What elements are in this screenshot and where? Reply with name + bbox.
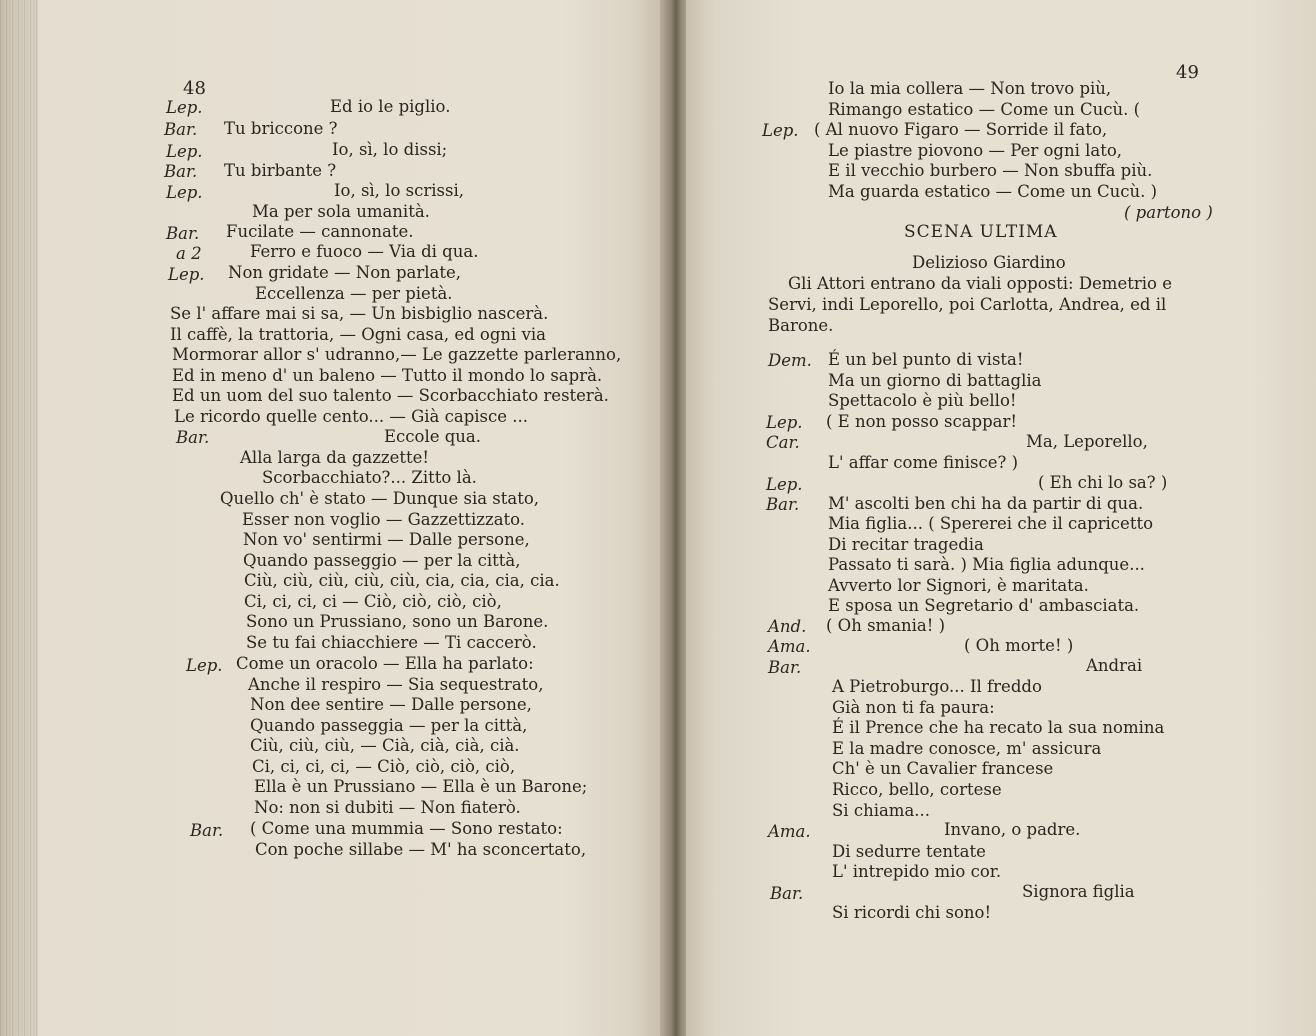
verse-line: Ed io le piglio. <box>330 97 451 116</box>
verse-line: Io la mia collera — Non trovo più, <box>828 79 1112 98</box>
verse-line: ( Oh morte! ) <box>964 636 1074 655</box>
speaker-label: Lep. <box>186 656 223 675</box>
verse-line: L' intrepido mio cor. <box>832 862 1002 881</box>
verse-line: Passato ti sarà. ) Mia figlia adunque... <box>828 555 1145 574</box>
verse-line: Si chiama... <box>832 801 931 820</box>
speaker-label: Bar. <box>770 884 804 903</box>
verse-line: Ferro e fuoco — Via di qua. <box>250 242 479 261</box>
speaker-label: Bar. <box>166 224 200 243</box>
verse-line: Anche il respiro — Sia sequestrato, <box>248 675 544 694</box>
verse-line: Ciù, ciù, ciù, — Cià, cià, cià, cià. <box>250 736 520 755</box>
verse-line: E sposa un Segretario d' ambasciata. <box>828 596 1140 615</box>
verse-line: ( Come una mummia — Sono restato: <box>250 819 563 838</box>
verse-line: Già non ti fa paura: <box>832 698 995 717</box>
stage-direction: Servi, indi Leporello, poi Carlotta, Andrea, ed il <box>768 295 1167 314</box>
verse-line: Quando passeggio — per la città, <box>243 551 521 570</box>
verse-line: Se l' affare mai si sa, — Un bisbiglio nascerà. <box>170 304 549 323</box>
verse-line: E la madre conosce, m' assicura <box>832 739 1102 758</box>
verse-line: Ma un giorno di battaglia <box>828 371 1042 390</box>
verse-line: Esser non voglio — Gazzettizzato. <box>242 510 526 529</box>
verse-line: Andrai <box>1086 656 1143 675</box>
verse-line: Scorbacchiato?... Zitto là. <box>262 468 477 487</box>
verse-line: Ma guarda estatico — Come un Cucù. ) <box>828 182 1158 201</box>
speaker-label: Lep. <box>166 98 203 117</box>
verse-line: Mia figlia... ( Spererei che il capricetto <box>828 514 1154 533</box>
speaker-label: Bar. <box>766 495 800 514</box>
verse-line: Spettacolo è più bello! <box>828 391 1017 410</box>
speaker-label: Bar. <box>190 821 224 840</box>
verse-line: Io, sì, lo dissi; <box>332 140 448 159</box>
right-page <box>686 0 1316 1036</box>
verse-line: Signora figlia <box>1022 882 1135 901</box>
verse-line: Ci, ci, ci, ci — Ciò, ciò, ciò, ciò, <box>244 592 502 611</box>
speaker-label: Car. <box>766 433 800 452</box>
verse-line: Avverto lor Signori, è maritata. <box>828 576 1089 595</box>
verse-line: No: non si dubiti — Non fiaterò. <box>254 798 521 817</box>
verse-line: E il vecchio burbero — Non sbuffa più. <box>828 161 1153 180</box>
speaker-label: Bar. <box>164 162 198 181</box>
stage-direction: Gli Attori entrano da viali opposti: Demetrio e <box>788 274 1172 293</box>
verse-line: Ch' è un Cavalier francese <box>832 759 1054 778</box>
verse-line: Rimango estatico — Come un Cucù. ( <box>828 100 1141 119</box>
speaker-label: Bar. <box>164 120 198 139</box>
verse-line: É il Prence che ha recato la sua nomina <box>832 718 1165 737</box>
scene-heading: SCENA ULTIMA <box>904 222 1058 242</box>
speaker-label: Lep. <box>166 142 203 161</box>
verse-line: Quello ch' è stato — Dunque sia stato, <box>220 489 540 508</box>
verse-line: Ma, Leporello, <box>1026 432 1148 451</box>
verse-line: Tu briccone ? <box>224 119 338 138</box>
verse-line: ( Oh smania! ) <box>826 616 946 635</box>
verse-line: Le piastre piovono — Per ogni lato, <box>828 141 1123 160</box>
page-number-left: 48 <box>183 78 206 99</box>
verse-line: Non gridate — Non parlate, <box>228 263 462 282</box>
verse-line: Tu birbante ? <box>224 161 337 180</box>
verse-line: ( Al nuovo Figaro — Sorride il fato, <box>814 120 1108 139</box>
verse-line: Fucilate — cannonate. <box>226 222 414 241</box>
verse-line: Ed in meno d' un baleno — Tutto il mondo lo saprà. <box>172 366 603 385</box>
speaker-label: Ama. <box>768 637 811 656</box>
verse-line: Le ricordo quelle cento... — Già capisce ... <box>174 407 528 426</box>
speaker-label: Ama. <box>768 822 811 841</box>
stage-direction: Barone. <box>768 316 834 335</box>
verse-line: Di sedurre tentate <box>832 842 986 861</box>
speaker-label: Lep. <box>762 121 799 140</box>
speaker-label: Lep. <box>168 265 205 284</box>
verse-line: Mormorar allor s' udranno,— Le gazzette parleranno, <box>172 345 622 364</box>
verse-line: Ciù, ciù, ciù, ciù, ciù, cia, cia, cia, cia. <box>244 571 560 590</box>
verse-line: Io, sì, lo scrissi, <box>334 181 464 200</box>
speaker-label: Bar. <box>768 658 802 677</box>
verse-line: Con poche sillabe — M' ha sconcertato, <box>255 840 587 859</box>
verse-line: M' ascolti ben chi ha da partir di qua. <box>828 494 1144 513</box>
verse-line: Il caffè, la trattoria, — Ogni casa, ed ogni via <box>170 325 547 344</box>
verse-line: Ma per sola umanità. <box>252 202 430 221</box>
speaker-label: Dem. <box>768 351 812 370</box>
speaker-label: a 2 <box>176 244 202 263</box>
verse-line: Ricco, bello, cortese <box>832 780 1002 799</box>
verse-line: Si ricordi chi sono! <box>832 903 992 922</box>
stage-direction: ( partono ) <box>1124 203 1213 222</box>
verse-line: ( E non posso scappar! <box>826 412 1018 431</box>
verse-line: Alla larga da gazzette! <box>240 448 430 467</box>
verse-line: L' affar come finisce? ) <box>828 453 1019 472</box>
page-edges <box>0 0 38 1036</box>
speaker-label: And. <box>768 617 807 636</box>
verse-line: Invano, o padre. <box>944 820 1081 839</box>
scene-location: Delizioso Giardino <box>912 253 1066 272</box>
verse-line: Eccole qua. <box>384 427 482 446</box>
verse-line: A Pietroburgo... Il freddo <box>832 677 1042 696</box>
verse-line: Non vo' sentirmi — Dalle persone, <box>243 530 530 549</box>
verse-line: ( Eh chi lo sa? ) <box>1038 473 1168 492</box>
speaker-label: Lep. <box>766 413 803 432</box>
verse-line: Come un oracolo — Ella ha parlato: <box>236 654 534 673</box>
page-number-right: 49 <box>1176 62 1199 83</box>
verse-line: Di recitar tragedia <box>828 535 984 554</box>
verse-line: Ella è un Prussiano — Ella è un Barone; <box>254 777 588 796</box>
speaker-label: Lep. <box>766 475 803 494</box>
verse-line: Ci, ci, ci, ci, — Ciò, ciò, ciò, ciò, <box>252 757 516 776</box>
speaker-label: Bar. <box>176 428 210 447</box>
verse-line: Sono un Prussiano, sono un Barone. <box>246 612 549 631</box>
verse-line: Quando passeggia — per la città, <box>250 716 528 735</box>
verse-line: Se tu fai chiacchiere — Ti caccerò. <box>246 633 537 652</box>
speaker-label: Lep. <box>166 183 203 202</box>
verse-line: Eccellenza — per pietà. <box>255 284 453 303</box>
verse-line: É un bel punto di vista! <box>828 350 1024 369</box>
verse-line: Non dee sentire — Dalle persone, <box>250 695 532 714</box>
verse-line: Ed un uom del suo talento — Scorbacchiato resterà. <box>172 386 609 405</box>
